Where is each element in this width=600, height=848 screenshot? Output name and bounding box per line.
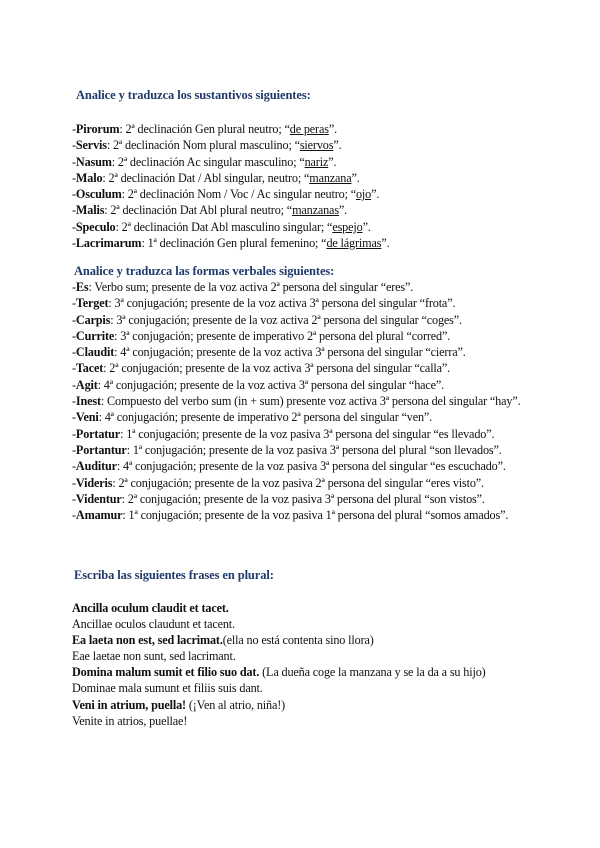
verbos-list — [72, 279, 542, 523]
gloss: (La dueña coge la manzana y se la da a su hijo) — [259, 665, 486, 680]
latin-sentence: Ancilla oculum claudit et tacet. — [72, 601, 229, 615]
gloss: (¡Ven al atrio, niña!) — [185, 697, 286, 712]
latin-sentence: Domina malum sumit et filio suo dat. — [72, 665, 260, 680]
list-item: -Pirorum: 2ª declinación Gen plural neutro; “de peras”. — [72, 122, 337, 136]
latin-word: Veni — [75, 410, 99, 425]
analysis-text: : Verbo sum; presente de la voz activa 2ª persona del singular “eres”. — [88, 280, 414, 294]
plural-sentence: Venite in atrios, puellae! — [72, 713, 188, 728]
analysis-text: : 2ª conjugación; presente de la voz pasiva 3ª persona del plural “son vistos”. — [121, 491, 485, 506]
latin-word: Nasum — [75, 154, 112, 169]
analysis-text: : 3ª conjugación; presente de la voz activa 3ª persona del singular “frota”. — [108, 296, 456, 311]
latin-word: Currite — [75, 328, 115, 343]
section-heading-frases: Escriba las siguientes frases en plural: — [74, 568, 274, 582]
analysis-text: : 4ª conjugación; presente de la voz pasiva 3ª persona del singular “es escuchado”. — [116, 459, 506, 474]
quote-end: ”. — [333, 138, 342, 153]
analysis-text: : 2ª declinación Dat / Abl singular, neutro; “ — [102, 170, 310, 185]
latin-word: Auditur — [75, 459, 117, 474]
analysis-text: : 2ª declinación Dat Abl masculino singular; “ — [115, 219, 333, 234]
latin-word: Malis — [75, 203, 105, 218]
list-item: -Veni: 4ª conjugación; presente de imperativo 2ª persona del singular “ven”. — [72, 410, 433, 425]
latin-word: Lacrimarum — [75, 236, 142, 251]
sentence-item — [72, 632, 542, 648]
latin-word: Tacet — [75, 361, 104, 376]
quote-end: ”. — [371, 187, 380, 202]
plural-sentence: Eae laetae non sunt, sed lacrimant. — [72, 649, 236, 664]
list-item: -Lacrimarum: 1ª declinación Gen plural femenino; “de lágrimas”. — [72, 236, 390, 251]
latin-sentence: Ea laeta non est, sed lacrimat. — [72, 633, 223, 648]
translation: siervos — [299, 138, 334, 153]
sentence-item — [72, 664, 542, 680]
analysis-text: : 3ª conjugación; presente de imperativo 2ª persona del plural “corred”. — [114, 328, 451, 343]
translation: manzanas — [292, 203, 339, 218]
analysis-text: : 4ª conjugación; presente de imperativo 2ª persona del singular “ven”. — [98, 410, 433, 425]
list-item: -Portantur: 1ª conjugación; presente de la voz pasiva 3ª persona del plural “son llevados”. — [72, 442, 502, 457]
plural-sentence: Dominae mala sumunt et filiis suis dant. — [72, 681, 263, 696]
list-item: -Osculum: 2ª declinación Nom / Voc / Ac singular neutro; “ojo”. — [72, 187, 380, 202]
latin-word: Terget — [75, 296, 109, 311]
latin-word: Pirorum — [75, 122, 120, 136]
translation: de lágrimas — [326, 236, 382, 251]
analysis-text: : 1ª conjugación; presente de la voz pasiva 3ª persona del plural “son llevados”. — [126, 442, 502, 457]
list-item: -Videris: 2ª conjugación; presente de la voz pasiva 2ª persona del singular “eres visto”. — [72, 475, 484, 490]
sustantivos-list — [72, 121, 542, 251]
plural-sentence: Ancillae oculos claudunt et tacent. — [72, 617, 235, 632]
latin-word: Portatur — [75, 426, 121, 441]
list-item: -Claudit: 4ª conjugación; presente de la voz activa 3ª persona del singular “cierra”. — [72, 345, 466, 360]
sentence-item — [72, 600, 542, 616]
list-item: -Amamur: 1ª conjugación; presente de la voz pasiva 1ª persona del plural “somos amados”. — [72, 508, 509, 523]
list-item: -Nasum: 2ª declinación Ac singular masculino; “nariz”. — [72, 154, 337, 169]
section-heading-verbos: Analice y traduzca las formas verbales siguientes: — [74, 264, 335, 278]
list-item: -Inest: Compuesto del verbo sum (in + sum) presente voz activa 3ª persona del singular “hay”. — [72, 394, 521, 409]
analysis-text: : 2ª declinación Dat Abl plural neutro; “ — [104, 203, 293, 218]
analysis-text: : 2ª declinación Gen plural neutro; “ — [119, 122, 290, 136]
latin-word: Malo — [75, 170, 103, 185]
sentence-item — [72, 697, 542, 713]
list-item: -Es: Verbo sum; presente de la voz activa 2ª persona del singular “eres”. — [72, 280, 414, 294]
analysis-text: : 4ª conjugación; presente de la voz activa 3ª persona del singular “hace”. — [97, 377, 445, 392]
quote-end: ”. — [338, 203, 348, 218]
analysis-text: : 4ª conjugación; presente de la voz activa 3ª persona del singular “cierra”. — [114, 345, 466, 360]
analysis-text: : 2ª declinación Nom / Voc / Ac singular neutro; “ — [121, 187, 356, 202]
list-item: -Portatur: 1ª conjugación; presente de la voz pasiva 3ª persona del singular “es llevado”. — [72, 426, 495, 441]
latin-word: Agit — [75, 377, 98, 392]
latin-sentence: Veni in atrium, puella! — [72, 697, 186, 712]
translation: nariz — [304, 154, 329, 169]
latin-word: Claudit — [75, 345, 115, 360]
latin-word: Servis — [75, 138, 107, 153]
gloss: (ella no está contenta sino llora) — [222, 633, 374, 648]
list-item: -Malis: 2ª declinación Dat Abl plural neutro; “manzanas”. — [72, 203, 348, 218]
latin-word: Inest — [75, 394, 101, 409]
latin-word: Amamur — [75, 508, 123, 523]
list-item: -Videntur: 2ª conjugación; presente de la voz pasiva 3ª persona del plural “son vistos”. — [72, 491, 485, 506]
translation: ojo — [355, 187, 372, 202]
quote-end: ”. — [351, 170, 360, 185]
translation: manzana — [309, 170, 352, 185]
quote-end: ”. — [381, 236, 390, 251]
analysis-text: : 2ª conjugación; presente de la voz pasiva 2ª persona del singular “eres visto”. — [112, 475, 484, 490]
quote-end: ”. — [328, 154, 337, 169]
list-item: -Currite: 3ª conjugación; presente de imperativo 2ª persona del plural “corred”. — [72, 328, 451, 343]
list-item: -Terget: 3ª conjugación; presente de la voz activa 3ª persona del singular “frota”. — [72, 296, 456, 311]
quote-end: ”. — [362, 219, 371, 234]
latin-word: Videntur — [75, 491, 122, 506]
list-item: -Speculo: 2ª declinación Dat Abl masculino singular; “espejo”. — [72, 219, 371, 234]
latin-word: Osculum — [75, 187, 122, 202]
latin-word: Portantur — [75, 442, 127, 457]
analysis-text: : 3ª conjugación; presente de la voz activa 2ª persona del singular “coges”. — [110, 312, 462, 327]
translation: espejo — [332, 219, 363, 234]
analysis-text: : 1ª conjugación; presente de la voz pasiva 3ª persona del singular “es llevado”. — [120, 426, 495, 441]
list-item: -Tacet: 2ª conjugación; presente de la voz activa 3ª persona del singular “calla”. — [72, 361, 451, 376]
list-item: -Agit: 4ª conjugación; presente de la voz activa 3ª persona del singular “hace”. — [72, 377, 445, 392]
latin-word: Carpis — [75, 312, 111, 327]
list-item: -Carpis: 3ª conjugación; presente de la voz activa 2ª persona del singular “coges”. — [72, 312, 462, 327]
list-item: -Servis: 2ª declinación Nom plural masculino; “siervos”. — [72, 138, 342, 153]
analysis-text: : 2ª conjugación; presente de la voz activa 3ª persona del singular “calla”. — [103, 361, 451, 376]
analysis-text: : 2ª declinación Nom plural masculino; “ — [106, 138, 300, 153]
latin-word: Es — [75, 280, 89, 294]
list-item: -Auditur: 4ª conjugación; presente de la voz pasiva 3ª persona del singular “es escuchado”. — [72, 459, 506, 474]
list-item: -Malo: 2ª declinación Dat / Abl singular, neutro; “manzana”. — [72, 170, 360, 185]
analysis-text: : 1ª conjugación; presente de la voz pasiva 1ª persona del plural “somos amados”. — [122, 508, 509, 523]
analysis-text: : 1ª declinación Gen plural femenino; “ — [141, 236, 327, 251]
quote-end: ”. — [328, 122, 337, 136]
analysis-text: : 2ª declinación Ac singular masculino; “ — [111, 154, 305, 169]
analysis-text: : Compuesto del verbo sum (in + sum) presente voz activa 3ª persona del singular “hay”. — [100, 394, 521, 409]
translation: de peras — [289, 122, 329, 136]
latin-word: Videris — [75, 475, 113, 490]
section-heading-sustantivos: Analice y traduzca los sustantivos siguientes: — [76, 88, 311, 102]
latin-word: Speculo — [75, 219, 116, 234]
frases-list — [72, 600, 542, 729]
